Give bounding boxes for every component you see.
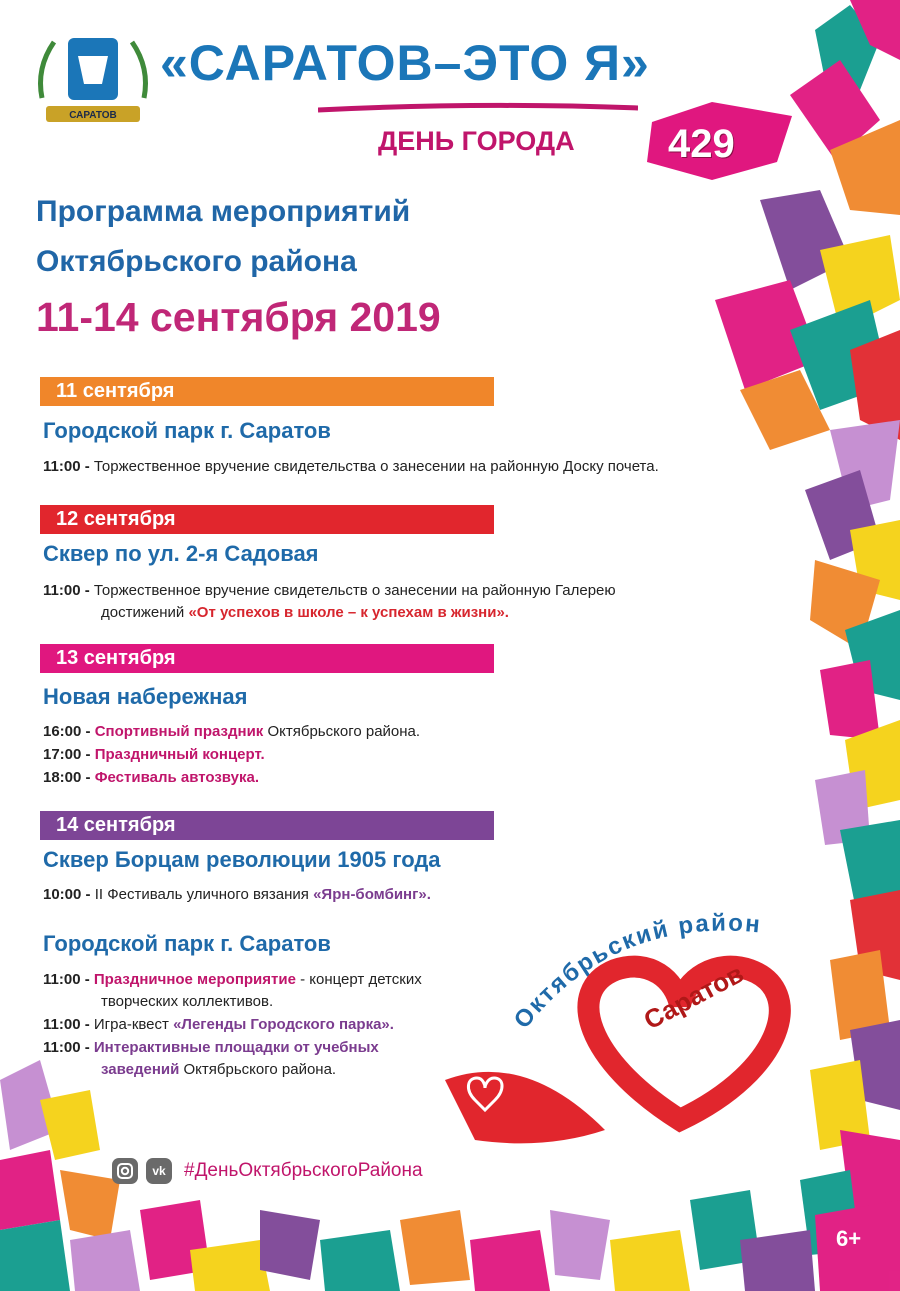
venue-title: Сквер Борцам революции 1905 года — [43, 847, 441, 872]
event-item: 11:00 - Торжественное вручение свидетельства о занесении на районную Доску почета. — [43, 458, 659, 475]
age-rating: 6+ — [836, 1226, 862, 1251]
event-item: 11:00 - Праздничное мероприятие - концерт детских творческих коллективов. — [43, 971, 422, 1010]
day-bar-11-sep: 11 сентября — [40, 377, 494, 406]
brush-underline — [318, 100, 638, 118]
svg-text:САРАТОВ: САРАТОВ — [69, 110, 117, 121]
instagram-icon[interactable] — [112, 1158, 138, 1184]
event-item: 18:00 - Фестиваль автозвука. — [43, 769, 260, 786]
venue-title: Городской парк г. Саратов — [43, 418, 331, 443]
program-title-line2: Октябрьского района — [36, 245, 357, 278]
day-bar-12-sep: 12 сентября — [40, 505, 494, 534]
social-bar — [112, 1157, 423, 1185]
svg-text:Октябрьский район: Октябрьский район — [508, 909, 763, 1034]
saratov-district-emblem — [32, 28, 154, 128]
event-item: 11:00 - Интерактивные площадки от учебных заведений Октябрьского района. — [43, 1039, 379, 1078]
event-item: 11:00 - Торжественное вручение свидетельств о занесении на районную Галерею достижений «От успехов в школе – к успехам в жизни». — [43, 582, 616, 621]
event-item: 17:00 - Праздничный концерт. — [43, 746, 265, 763]
program-dates: 11-14 сентября 2019 — [36, 294, 441, 340]
venue-title: Городской парк г. Саратов — [43, 931, 331, 956]
event-item: 11:00 - Игра-квест «Легенды Городского парка». — [43, 1016, 394, 1033]
main-title: «САРАТОВ–ЭТО Я» — [160, 35, 650, 91]
anniversary-number: 429 — [668, 122, 735, 166]
event-item: 10:00 - II Фестиваль уличного вязания «Ярн-бомбинг». — [43, 886, 431, 903]
day-bar-14-sep: 14 сентября — [40, 811, 494, 840]
subtitle-city-day: ДЕНЬ ГОРОДА — [378, 126, 575, 156]
vk-icon[interactable]: vk — [146, 1158, 172, 1184]
venue-title: Новая набережная — [43, 684, 248, 709]
event-item: 16:00 - Спортивный праздник Октябрьского района. — [43, 723, 421, 740]
day-bar-13-sep: 13 сентября — [40, 644, 494, 673]
svg-text:Саратов: Саратов — [638, 958, 749, 1036]
heart-emblem — [405, 880, 845, 1170]
hashtag[interactable]: #ДеньОктябрьскогоРайона — [184, 1160, 423, 1181]
venue-title: Сквер по ул. 2-я Садовая — [43, 541, 319, 566]
program-title-line1: Программа мероприятий — [36, 195, 411, 228]
